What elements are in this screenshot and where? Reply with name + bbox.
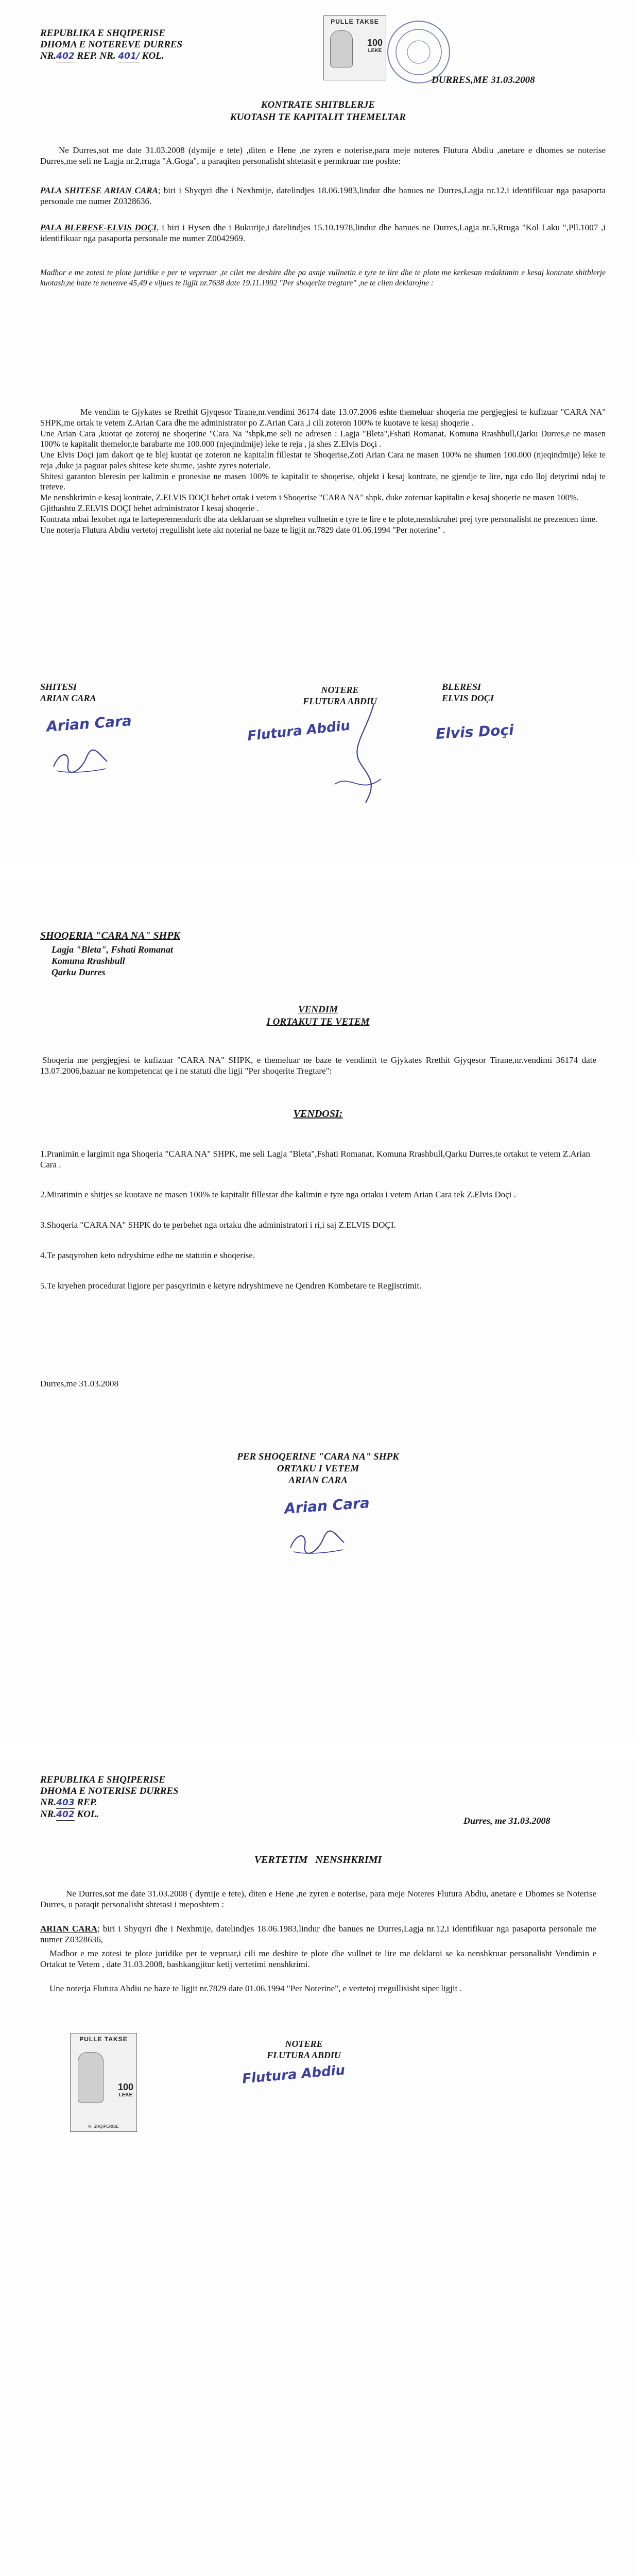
certification-title: VERTETIM NENSHKRIMI: [254, 1854, 382, 1866]
kol-number-hand: 402: [56, 1809, 75, 1820]
page1-header: [40, 28, 182, 62]
notary-handwritten-signature: Flutura Abdiu: [246, 718, 351, 744]
decision-title-line-1: VENDIM: [298, 1004, 338, 1015]
certification-closing: Une noterja Flutura Abdiu ne baze te ligjit nr.7829 date 01.06.1994 "Per Noterine", e vertetoj rregullisisht siper ligjit .: [49, 1984, 462, 1993]
rep-label: REP. NR.: [77, 50, 116, 61]
person-details: ; biri i Shyqyri dhe i Nexhmije, datelindjes 18.06.1983,lindur dhe banues ne Durres,Lagja nr.12,i identifikuar nga pasaporta personale me numer Z0328636,: [40, 1924, 596, 1944]
contract-body: [40, 407, 606, 535]
notary-sig-name: FLUTURA ABDIU: [267, 2050, 341, 2060]
decision-list: [40, 1149, 596, 1291]
decision-item: 3.Shoqeria "CARA NA" SHPK do te perbehet nga ortaku dhe administratori i ri,i saj Z.ELVIS DOÇI.: [40, 1220, 396, 1230]
header-line-1: REPUBLIKA E SHQIPERISE: [40, 28, 165, 39]
tax-stamp: [323, 15, 386, 80]
notary-signature-stroke-icon: [330, 702, 391, 805]
seller-signature-block: [40, 681, 96, 704]
signer-name: ARIAN CARA: [288, 1475, 348, 1486]
emblem-icon: [330, 30, 353, 67]
address-line: Qarku Durres: [51, 967, 106, 977]
emblem-icon: [78, 2052, 104, 2103]
seller-details: ; biri i Shyqyri dhe i Nexhmije, datelindjes 18.06.1983,lindur dhe banues ne Durres,Lagja nr.12,i identifikuar nga pasaporta personale me numer Z0328636.: [40, 185, 606, 206]
notary-sig-title: NOTERE: [285, 2039, 323, 2049]
contract-date: DURRES,ME 31.03.2008: [432, 75, 535, 86]
address-line: Lagja "Bleta", Fshati Romanat: [51, 944, 174, 955]
kol-label: KOL.: [142, 50, 164, 61]
buyer-details: , i biri i Hysen dhe i Bukurije,i datelindjes 15.10.1978,lindur dhe banues ne Durres,Lagja nr.5,Rruga "Kol Laku ",Pll.1007 ,i identifikuar nga pasaporta personale me numer Z0042969.: [40, 223, 606, 243]
body-paragraph: Me vendim te Gjykates se Rrethit Gjyqesor Tirane,nr.vendimi 36174 date 13.07.2006 eshte themeluar shoqeria me pergjegjesi te kufizuar "CARA NA" SHPK,me ortak te vetem Z.Arian Cara dhe me administrator po Z.Arian Cara ,i cili zoteron 100% te kuotave te kesaj shoqerie .: [40, 407, 606, 428]
page-separator: [0, 861, 636, 880]
seller-paragraph: [40, 185, 606, 207]
certification-date: Durres, me 31.03.2008: [463, 1816, 551, 1826]
seller-label: PALA SHITESE ARIAN CARA: [40, 185, 158, 195]
page3-header: [40, 1774, 179, 1821]
body-paragraph: Kontrata mbai lexohet nga te larteperemendurit dhe ata deklaruan se shprehen vullnetin e tyre te lire e te plote,nenshkruhet prej tyre personalisht ne prezencen time.: [40, 514, 598, 524]
tax-stamp-value: 100: [117, 2082, 133, 2092]
nr-prefix: NR.: [40, 50, 57, 61]
signer-handwritten-signature: Arian Cara: [284, 1494, 370, 1517]
decision-title-line-2: I ORTAKUT TE VETEM: [266, 1016, 370, 1027]
body-paragraph: Shitesi garanton bleresin per kalimin e pronesise ne masen 100% te kapitalit te shoqerise, objekt i kesaj kontrate, ne gjendje te lire, nga cdo lloj detyrimi ndaj te treteve.: [40, 471, 606, 492]
rep-number-hand: 403: [56, 1798, 75, 1808]
decision-item: 1.Pranimin e largimit nga Shoqeria "CARA NA" SHPK, me seli Lagja "Bleta",Fshati Romanat, Komuna Rrashbull,Qarku Durres,te ortakut te vetem Z.Arian Cara .: [40, 1149, 591, 1170]
buyer-handwritten-signature: Elvis Doçi: [435, 721, 514, 742]
company-address: [51, 944, 173, 978]
contract-title-line-2: KUOTASH TE KAPITALIT THEMELTAR: [230, 112, 406, 123]
contract-page: [0, 0, 636, 861]
notary-signature-block: [242, 2038, 366, 2061]
body-paragraph: Une noterja Flutura Abdiu vertetoj rregullisht kete akt noterial ne baze te ligjit nr.7829 date 01.06.1994 "Per noterine" .: [40, 524, 445, 535]
kol-label: KOL.: [77, 1809, 99, 1820]
buyer-sig-name: ELVIS DOÇI: [442, 693, 494, 703]
tax-stamp: [70, 2033, 137, 2132]
signer-role: ORTAKU I VETEM: [277, 1463, 359, 1474]
header-line-1: REPUBLIKA E SHQIPERISE: [40, 1774, 165, 1785]
decision-intro: Shoqeria me pergjegjesi te kufizuar "CARA NA" SHPK, e themeluar ne baze te vendimit te Gjykates Rrethit Gjyqesor Tirane,nr.vendimi 36174 date 13.07.2006,bazuar ne kompetencat qe i ne statuti dhe ligji "Per shoqerite Tregtare":: [40, 1055, 596, 1076]
buyer-paragraph: [40, 223, 606, 244]
signer-initials-icon: [286, 1527, 348, 1558]
body-paragraph: Une Elvis Doçi jam dakort qe te blej kuotat qe zoteron ne kapitalin fillestar te Shoqerise,Zoti Arian Cara ne masen 100% ne shumen 100.000 (njeqindmije) leke te reja ,duke ja paguar pales shitese kete shume, jashte zyres noteriale.: [40, 450, 606, 470]
decision-item: 2.Miratimin e shitjes se kuotave ne masen 100% te kapitalit fillestar dhe kalimin e tyre nga ortaku i vetem Arian Cara tek Z.Elvis Doçi .: [40, 1190, 516, 1200]
rep-label: REP.: [77, 1797, 97, 1808]
body-paragraph: Gjithashtu Z.ELVIS DOÇI behet administrator I kesaj shoqerie .: [40, 503, 259, 514]
page-separator: [0, 1741, 636, 1760]
decision-date: Durres,me 31.03.2008: [40, 1379, 119, 1388]
decision-page: [0, 880, 636, 1741]
seller-sig-title: SHITESI: [40, 682, 77, 692]
notary-handwritten-signature: Flutura Abdiu: [241, 2062, 346, 2087]
seller-handwritten-signature: Arian Cara: [46, 712, 132, 735]
address-line: Komuna Rrashbull: [51, 956, 125, 966]
certification-statement: Madhor e me zotesi te plote juridike per te vepruar,i cili me deshire te plote dhe vullnet te lire me deklaroi se ka nenshkruar personalisht Vendimin e Ortakut te Vetem , date 31.03.2008, bashkangjitur ketij vertetimi nenshkrimi.: [40, 1948, 596, 1969]
tax-stamp-label: PULLE TAKSE: [331, 18, 379, 25]
tax-stamp-label: PULLE TAKSE: [79, 2036, 128, 2043]
seller-initials-icon: [49, 746, 111, 777]
buyer-label: PALA BLERESE-ELVIS DOÇI: [40, 223, 157, 232]
buyer-sig-title: BLERESI: [442, 682, 482, 692]
contract-intro: Ne Durres,sot me date 31.03.2008 (dymije e tete) ,diten e Hene ,ne zyren e noterise,para meje noteres Flutura Abdiu ,anetare e dhomes se noterise Durres,me seli ne Lagja nr.2,rruga "A.Goga", u paraqiten personalisht shtetasit e permkruar me poshte:: [40, 145, 606, 166]
person-label: ARIAN CARA: [40, 1924, 98, 1934]
seller-sig-name: ARIAN CARA: [40, 693, 96, 703]
company-name: SHOQERIA "CARA NA" SHPK: [40, 930, 180, 941]
decision-item: 5.Te kryehen procedurat ligjore per pasqyrimin e ketyre ndryshimeve ne Qendren Kombetare te Regjistrimit.: [40, 1280, 422, 1291]
signer-company: PER SHOQERINE "CARA NA" SHPK: [237, 1451, 399, 1462]
tax-stamp-value: 100: [367, 38, 383, 48]
decision-title: [0, 1004, 636, 1028]
buyer-signature-block: [442, 681, 494, 704]
header-line-2: DHOMA E NOTEREVE DURRES: [40, 39, 183, 50]
decision-item: 4.Te pasqyrohen keto ndryshime edhe ne statutin e shoqerise.: [40, 1250, 255, 1260]
signature-certification-page: [0, 1760, 636, 2576]
tax-stamp-currency: LEKE: [368, 48, 382, 54]
header-line-2: DHOMA E NOTERISE DURRES: [40, 1786, 179, 1797]
capacity-note: Madhor e me zotesi te plote juridike e per te veprruar ,te cilet me deshire dhe pa asnje vullnetin e tyre te lire dhe te plote me kerkesan redaktimin e kesaj kontrate shitblerje kuotash,ne baze te nenenve 45,49 e vijues te ligjit nr.7638 date 19.11.1992 "Per shoqerite tregtare" ,ne te cilen deklarojne :: [40, 268, 606, 288]
body-paragraph: Une Arian Cara ,kuotat qe zoteroj ne shoqerine "Cara Na "shpk,me seli ne adresen : Lagja "Bleta",Fshati Romanat, Komuna Rrashbull,Qarku Durres,e ne masen 100% te kapitalit themelor,te barabarte me 100.000 (njeqindmije) leke te reja , ja shes Z.Elvis Doçi .: [40, 428, 606, 449]
tax-stamp-currency: LEKE: [118, 2092, 133, 2098]
rep-line: [40, 1797, 179, 1809]
rep-kol-line: [40, 50, 182, 62]
rep-number-hand: 402: [56, 51, 75, 61]
nr-prefix: NR.: [40, 1797, 57, 1808]
kol-line: [40, 1809, 179, 1821]
person-paragraph: [40, 1924, 596, 1945]
notary-sig-name: FLUTURA ABDIU: [303, 696, 377, 706]
decision-signature-block: [0, 1451, 636, 1486]
contract-title: [0, 99, 636, 124]
nr-prefix: NR.: [40, 1809, 57, 1820]
certification-intro: Ne Durres,sot me date 31.03.2008 ( dymije e tete), diten e Hene ,ne zyren e noterise, para meje Noteres Flutura Abdiu, anetare e Dhomes se Noterise Durres, u paraqit personalisht shtetasi i meposhtem :: [40, 1889, 596, 1909]
decides-heading: VENDOSI:: [293, 1108, 343, 1120]
contract-title-line-1: KONTRATE SHITBLERJE: [261, 99, 375, 110]
notary-sig-title: NOTERE: [321, 685, 359, 695]
kol-number-hand: 401/: [118, 51, 140, 61]
body-paragraph: Me nenshkrimin e kesaj kontrate, Z.ELVIS DOÇI behet ortak i vetem i Shoqerise "CARA NA" shpk, duke zoteruar kapitalin e kesaj shoqerie ne masen 100%.: [40, 493, 579, 503]
tax-stamp-country: R. SHQIPERISE: [88, 2124, 119, 2129]
